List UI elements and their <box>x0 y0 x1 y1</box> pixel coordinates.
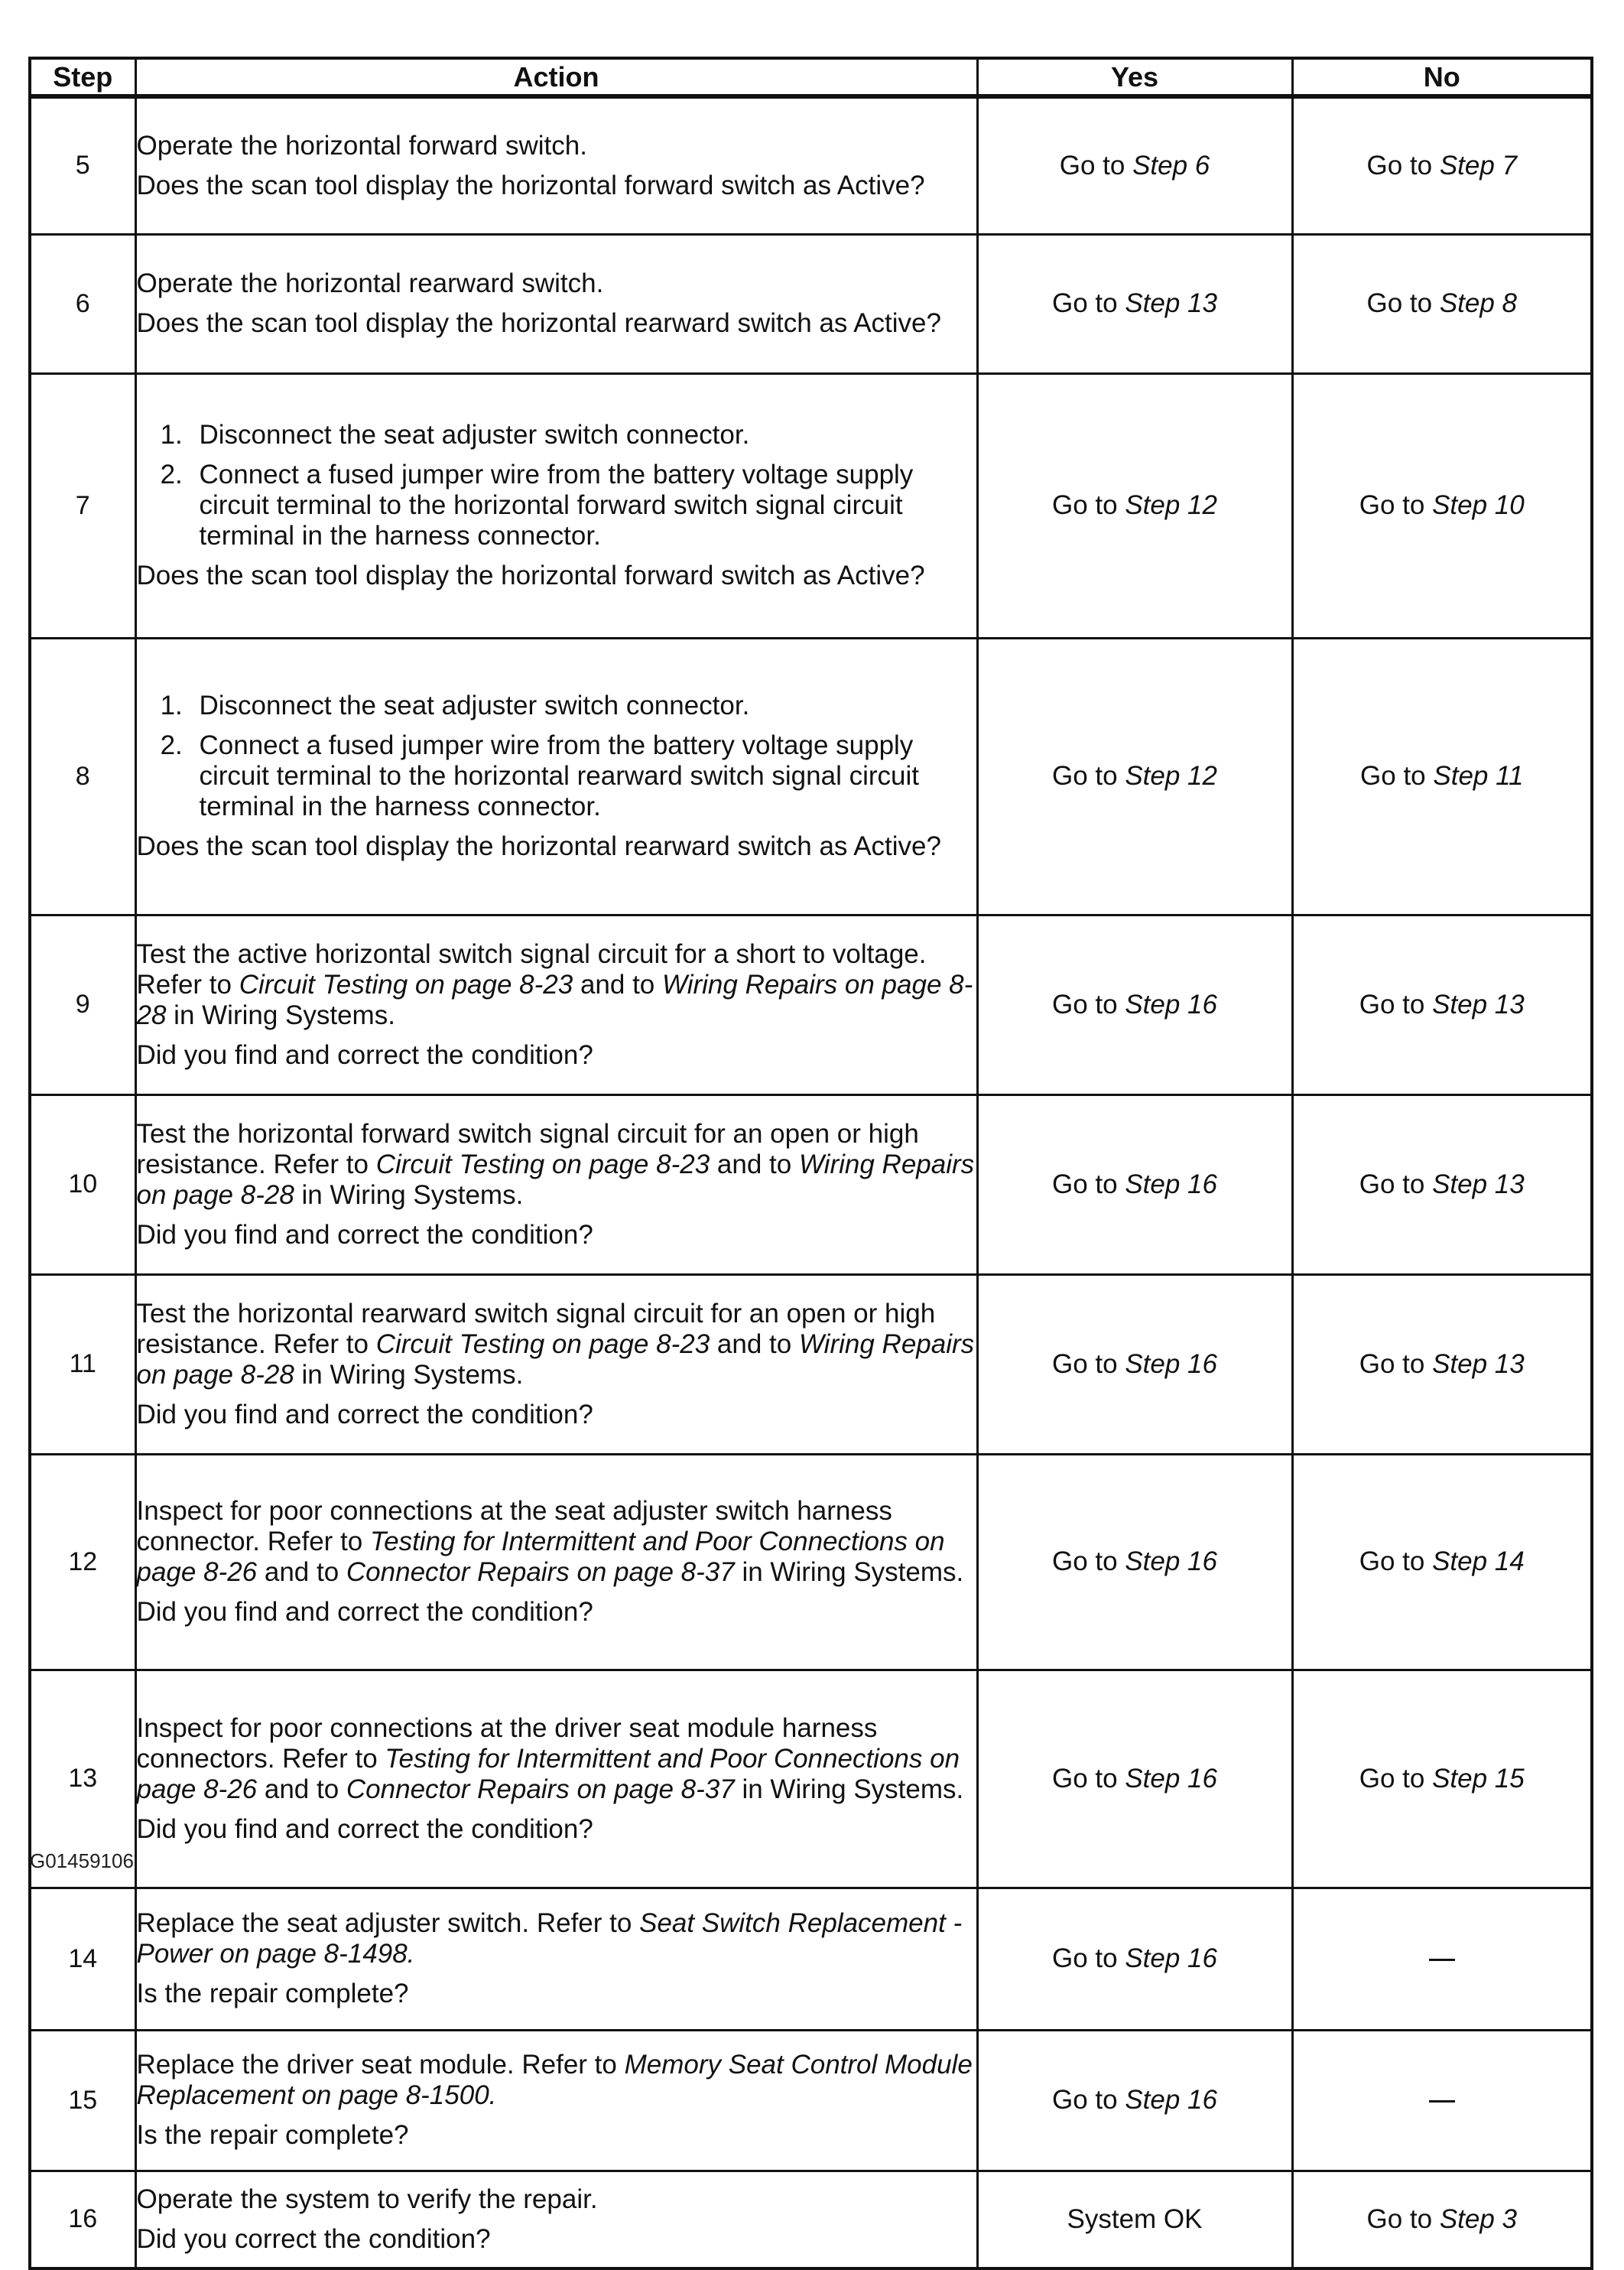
text-segment: in Wiring Systems. <box>294 1179 524 1210</box>
text-segment: Go to <box>1052 761 1125 791</box>
reference-text: Step 7 <box>1439 150 1518 180</box>
action-paragraph <box>137 308 976 339</box>
reference-text: Memory Seat Control Module Replacement on page 8-1500. <box>136 2050 973 2110</box>
no-result <box>1292 1888 1592 2030</box>
text-segment: Disconnect the seat adjuster switch connector. <box>199 420 750 450</box>
action-paragraph <box>137 1299 976 1390</box>
text-segment: Did you find and correct the condition? <box>136 1219 593 1250</box>
yes-result <box>977 1888 1292 2030</box>
text-segment: Go to <box>1366 288 1440 318</box>
no-result <box>1292 638 1592 915</box>
text-segment: in Wiring Systems. <box>294 1359 524 1390</box>
yes-result <box>977 1670 1292 1888</box>
procedure-list <box>137 691 976 822</box>
text-segment: Go to <box>1359 1348 1433 1379</box>
reference-text: Step 15 <box>1432 1763 1525 1794</box>
reference-text: Step 12 <box>1125 761 1217 791</box>
text-segment: Did you find and correct the condition? <box>136 1039 593 1070</box>
text-segment: Replace the driver seat module. Refer to <box>136 2050 625 2080</box>
no-result <box>1292 1094 1592 1274</box>
table-row <box>30 2030 1592 2171</box>
action-paragraph <box>137 831 976 862</box>
action-cell <box>135 2171 977 2268</box>
action-paragraph <box>137 1040 976 1071</box>
dash-mark <box>1429 2100 1455 2103</box>
procedure-item <box>190 691 976 721</box>
step-number: 12 <box>30 1454 135 1670</box>
reference-text: Step 12 <box>1125 490 1217 520</box>
yes-result <box>977 96 1292 234</box>
header-step: Step <box>30 58 135 96</box>
reference-text: Step 16 <box>1125 1943 1217 1973</box>
text-segment: Did you find and correct the condition? <box>136 1597 593 1627</box>
reference-text: Circuit Testing on page 8-23 <box>375 1149 710 1179</box>
action-paragraph <box>137 1979 976 2009</box>
text-segment: Go to <box>1052 1348 1125 1379</box>
table-row <box>30 638 1592 915</box>
text-segment: Inspect for poor connections at the driver seat module harness connectors. Refer to <box>136 1712 878 1774</box>
text-segment: System OK <box>1067 2203 1203 2234</box>
text-segment: Operate the horizontal forward switch. <box>136 130 587 161</box>
text-segment: and to <box>257 1774 346 1804</box>
action-paragraph <box>137 2050 976 2111</box>
yes-result <box>977 2171 1292 2268</box>
text-segment: Go to <box>1059 150 1133 180</box>
text-segment: Connect a fused jumper wire from the battery voltage supply circuit terminal to the horizontal forward switch signal circuit terminal in the harness connector. <box>199 460 914 551</box>
table-row <box>30 1274 1592 1454</box>
action-paragraph <box>137 1496 976 1588</box>
action-cell <box>135 1454 977 1670</box>
step-number: 5 <box>30 96 135 234</box>
reference-text: Step 16 <box>1125 1169 1217 1199</box>
text-segment: Operate the horizontal rearward switch. <box>136 268 604 298</box>
reference-text: Circuit Testing on page 8-23 <box>375 1329 710 1359</box>
yes-result <box>977 1274 1292 1454</box>
text-segment: Go to <box>1052 490 1125 520</box>
no-result <box>1292 234 1592 373</box>
text-segment: Go to <box>1052 1943 1125 1973</box>
header-no: No <box>1292 58 1592 96</box>
reference-text: Connector Repairs on page 8-37 <box>346 1557 735 1587</box>
reference-text: Step 16 <box>1125 989 1217 1020</box>
procedure-item <box>190 730 976 822</box>
text-segment: and to <box>710 1329 799 1359</box>
action-paragraph <box>137 2184 976 2215</box>
text-segment: Go to <box>1052 1169 1125 1199</box>
text-segment: Go to <box>1359 1546 1433 1576</box>
step-number: 9 <box>30 915 135 1094</box>
action-cell <box>135 1274 977 1454</box>
action-paragraph <box>137 1597 976 1628</box>
text-segment: and to <box>573 969 662 1000</box>
action-cell <box>135 234 977 373</box>
action-paragraph <box>137 268 976 299</box>
text-segment: Does the scan tool display the horizontal forward switch as Active? <box>136 561 925 590</box>
reference-text: Step 14 <box>1432 1546 1525 1576</box>
step-number: 6 <box>30 234 135 373</box>
text-segment: Go to <box>1359 989 1433 1020</box>
table-row <box>30 1094 1592 1274</box>
yes-result <box>977 2030 1292 2171</box>
reference-text: Step 11 <box>1433 761 1524 791</box>
dash-mark <box>1429 1959 1455 1961</box>
reference-text: Step 3 <box>1439 2203 1518 2234</box>
reference-text: Circuit Testing on page 8-23 <box>239 969 573 1000</box>
action-paragraph <box>137 1400 976 1430</box>
text-segment: Test the active horizontal switch signal circuit for a short to voltage. Refer to <box>136 938 927 1000</box>
text-segment: Operate the system to verify the repair. <box>136 2184 598 2214</box>
table-row <box>30 1454 1592 1670</box>
no-result <box>1292 1670 1592 1888</box>
no-result <box>1292 1274 1592 1454</box>
step-number: 8 <box>30 638 135 915</box>
header-yes: Yes <box>977 58 1292 96</box>
procedure-item <box>190 420 976 450</box>
table-row <box>30 96 1592 234</box>
diagnostic-table <box>28 57 1593 2270</box>
step-number: 11 <box>30 1274 135 1454</box>
table-row <box>30 915 1592 1094</box>
text-segment: Did you correct the condition? <box>136 2223 491 2254</box>
yes-result <box>977 1454 1292 1670</box>
action-cell <box>135 2030 977 2171</box>
table-row <box>30 373 1592 638</box>
yes-result <box>977 638 1292 915</box>
text-segment: Go to <box>1359 1763 1433 1794</box>
action-paragraph <box>137 1908 976 1969</box>
action-cell <box>135 638 977 915</box>
action-cell <box>135 1670 977 1888</box>
reference-text: Seat Switch Replacement - Power on page 8-1498. <box>136 1908 963 1969</box>
text-segment: Inspect for poor connections at the seat adjuster switch harness connector. Refer to <box>136 1496 892 1556</box>
step-number: 14 <box>30 1888 135 2030</box>
step-number: 15 <box>30 2030 135 2171</box>
reference-text: Step 10 <box>1432 490 1525 520</box>
reference-text: Step 13 <box>1125 288 1217 318</box>
text-segment: Did you find and correct the condition? <box>136 1813 593 1844</box>
reference-text: Step 13 <box>1432 989 1525 1020</box>
header-action: Action <box>135 58 977 96</box>
text-segment: Test the horizontal forward switch signal circuit for an open or high resistance. Refer to <box>136 1118 919 1179</box>
reference-text: Wiring Repairs on page 8-28 <box>136 969 973 1030</box>
action-cell <box>135 1888 977 2030</box>
reference-text: Step 16 <box>1125 1763 1217 1794</box>
text-segment: Go to <box>1359 490 1433 520</box>
no-result <box>1292 373 1592 638</box>
reference-text: Step 16 <box>1125 2085 1217 2115</box>
reference-text: Testing for Intermittent and Poor Connections on page 8-26 <box>136 1527 945 1587</box>
reference-text: Step 16 <box>1125 1546 1217 1576</box>
step-number: 10 <box>30 1094 135 1274</box>
text-segment: Go to <box>1052 2085 1125 2115</box>
action-paragraph <box>137 1220 976 1250</box>
text-segment: Go to <box>1052 989 1125 1020</box>
header-row <box>30 58 1592 96</box>
reference-text: Step 13 <box>1432 1169 1525 1199</box>
reference-text: Connector Repairs on page 8-37 <box>346 1774 735 1804</box>
reference-text: Wiring Repairs on page 8-28 <box>136 1329 975 1390</box>
table-body <box>30 96 1592 2268</box>
reference-text: Wiring Repairs on page 8-28 <box>136 1149 975 1210</box>
action-paragraph <box>137 171 976 201</box>
no-result <box>1292 915 1592 1094</box>
reference-text: Testing for Intermittent and Poor Connections on page 8-26 <box>136 1743 960 1804</box>
action-paragraph <box>137 1119 976 1211</box>
step-number: 13 <box>30 1670 135 1888</box>
text-segment: Did you find and correct the condition? <box>136 1399 593 1429</box>
text-segment: Is the repair complete? <box>136 2120 409 2150</box>
yes-result <box>977 1094 1292 1274</box>
no-result <box>1292 2171 1592 2268</box>
text-segment: and to <box>710 1149 799 1179</box>
text-segment: Is the repair complete? <box>136 1979 409 2008</box>
no-result <box>1292 2030 1592 2171</box>
table-row <box>30 1670 1592 1888</box>
text-segment: Replace the seat adjuster switch. Refer to <box>136 1908 640 1938</box>
yes-result <box>977 234 1292 373</box>
text-segment: Go to <box>1052 1763 1125 1794</box>
no-result <box>1292 96 1592 234</box>
yes-result <box>977 915 1292 1094</box>
text-segment: Test the horizontal rearward switch signal circuit for an open or high resistance. Refer to <box>136 1298 936 1359</box>
action-paragraph <box>137 131 976 161</box>
text-segment: Does the scan tool display the horizontal forward switch as Active? <box>136 170 925 200</box>
text-segment: Disconnect the seat adjuster switch connector. <box>199 691 750 720</box>
text-segment: in Wiring Systems. <box>734 1557 964 1587</box>
action-paragraph <box>137 2224 976 2255</box>
procedure-item <box>190 460 976 551</box>
step-number: 16 <box>30 2171 135 2268</box>
reference-text: Step 8 <box>1439 288 1518 318</box>
action-paragraph <box>137 2120 976 2151</box>
text-segment: Go to <box>1366 2203 1440 2234</box>
text-segment: Go to <box>1360 761 1434 791</box>
action-cell <box>135 915 977 1094</box>
reference-text: Step 16 <box>1125 1348 1217 1379</box>
text-segment: Go to <box>1052 1546 1125 1576</box>
table-row <box>30 2171 1592 2268</box>
table-row <box>30 234 1592 373</box>
action-cell <box>135 373 977 638</box>
action-cell <box>135 1094 977 1274</box>
text-segment: Does the scan tool display the horizontal rearward switch as Active? <box>136 308 941 338</box>
action-cell <box>135 96 977 234</box>
action-paragraph <box>137 1713 976 1805</box>
no-result <box>1292 1454 1592 1670</box>
text-segment: in Wiring Systems. <box>734 1774 964 1804</box>
text-segment: Does the scan tool display the horizontal rearward switch as Active? <box>136 831 941 861</box>
figure-id: G01459106 <box>30 1849 134 1872</box>
action-paragraph <box>137 1814 976 1845</box>
text-segment: and to <box>257 1557 346 1587</box>
yes-result <box>977 373 1292 638</box>
text-segment: Go to <box>1366 150 1440 180</box>
action-paragraph <box>137 939 976 1031</box>
action-paragraph <box>137 561 976 591</box>
reference-text: Step 6 <box>1132 150 1210 180</box>
reference-text: Step 13 <box>1432 1348 1525 1379</box>
text-segment: Go to <box>1359 1169 1433 1199</box>
text-segment: in Wiring Systems. <box>166 1000 395 1030</box>
procedure-list <box>137 420 976 551</box>
text-segment: Go to <box>1052 288 1125 318</box>
text-segment: Connect a fused jumper wire from the battery voltage supply circuit terminal to the horizontal rearward switch signal circuit terminal in the harness connector. <box>199 730 919 821</box>
table-row <box>30 1888 1592 2030</box>
step-number: 7 <box>30 373 135 638</box>
